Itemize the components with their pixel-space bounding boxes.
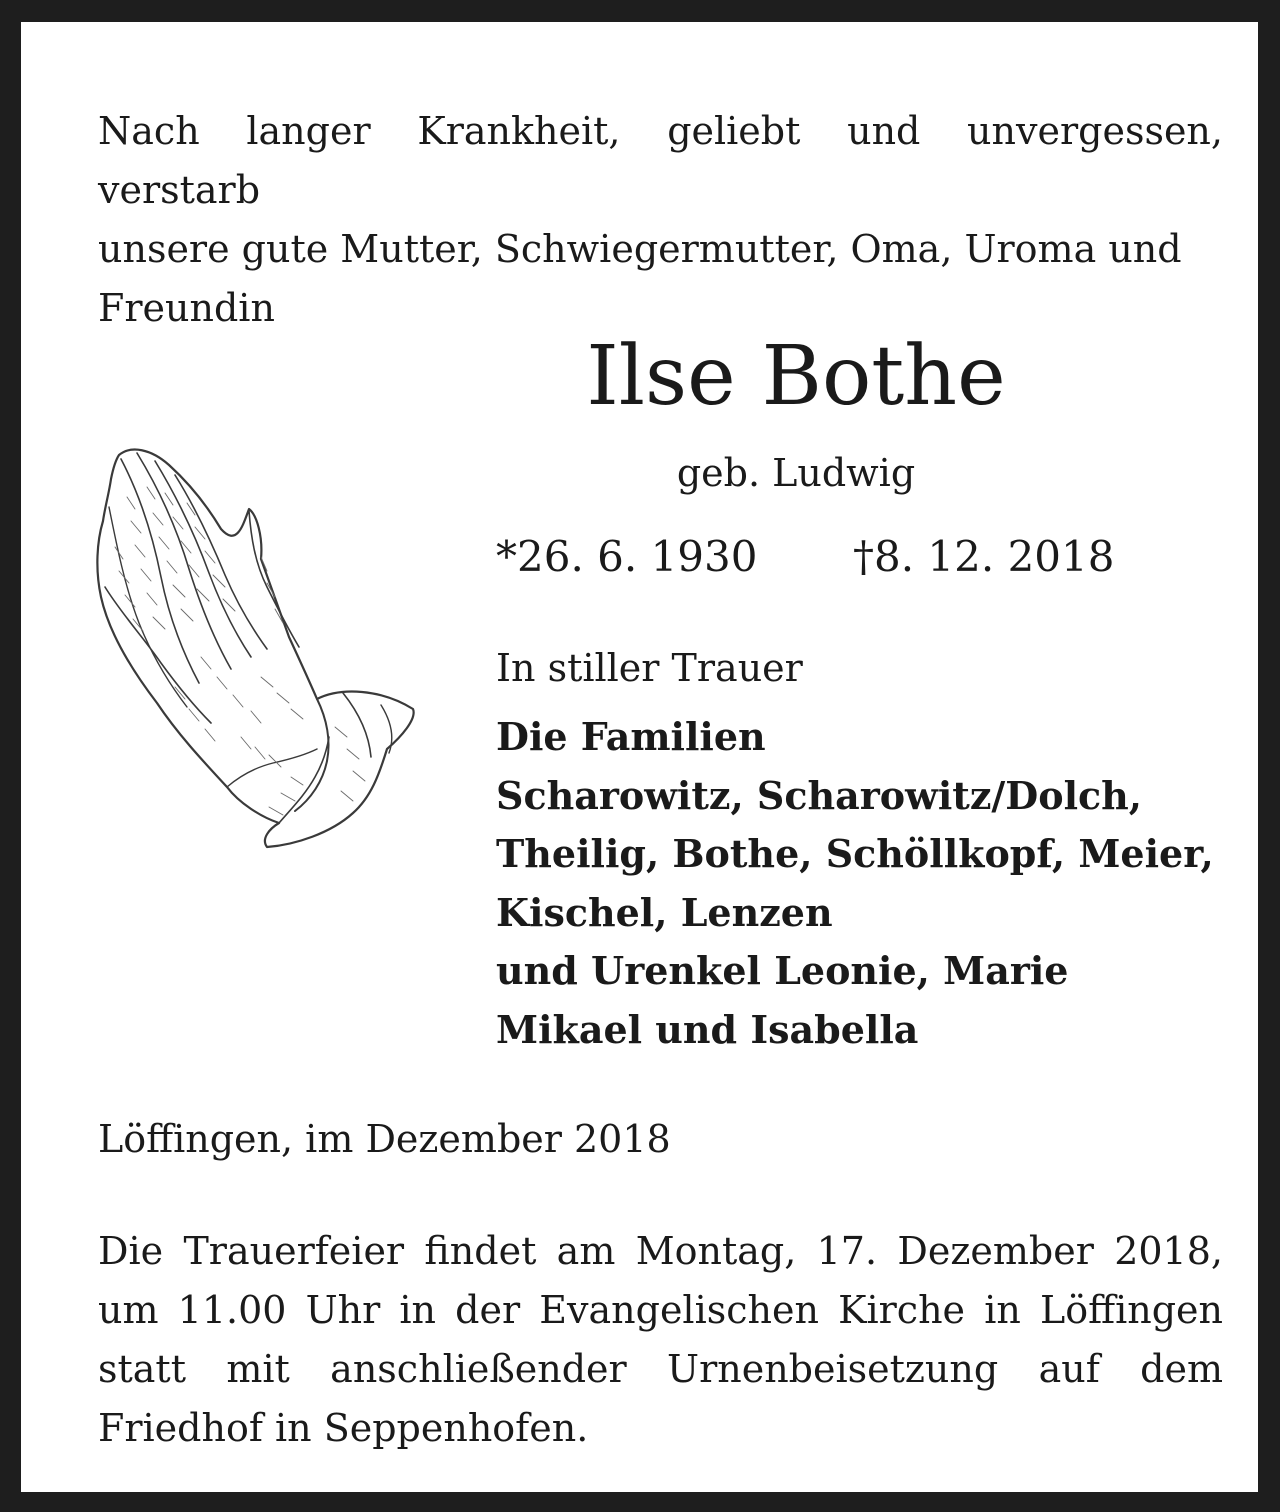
mourning-intro: In stiller Trauer xyxy=(496,646,803,690)
intro-line: Nach langer Krankheit, geliebt und unvergessen, verstarb xyxy=(98,109,1223,212)
mourner-line: Kischel, Lenzen xyxy=(496,889,833,935)
mourner-line: Scharowitz, Scharowitz/Dolch, xyxy=(496,772,1143,818)
mourner-line: Mikael und Isabella xyxy=(496,1006,919,1052)
place-date: Löffingen, im Dezember 2018 xyxy=(98,1117,671,1161)
ceremony-line: statt mit anschließender Urnenbeisetzung auf dem xyxy=(98,1347,1223,1391)
praying-hands-icon xyxy=(91,437,431,857)
mourner-line: und Urenkel Leonie, Marie xyxy=(496,948,1069,993)
ceremony-line: Friedhof in Seppenhofen. xyxy=(98,1406,589,1450)
ceremony-line: um 11.00 Uhr in der Evangelischen Kirche in Löffingen xyxy=(98,1288,1223,1332)
intro-line: unsere gute Mutter, Schwiegermutter, Oma, Uroma und xyxy=(98,227,1182,271)
maiden-name: geb. Ludwig xyxy=(676,451,916,495)
mourners-list xyxy=(496,708,1236,1059)
ceremony-line: Die Trauerfeier findet am Montag, 17. Dezember 2018, xyxy=(98,1229,1223,1273)
death-date: †8. 12. 2018 xyxy=(853,532,1115,581)
ceremony-text xyxy=(98,1222,1223,1458)
deceased-name: Ilse Bothe xyxy=(586,329,1006,424)
intro-text xyxy=(98,102,1223,338)
intro-line: Freundin xyxy=(98,286,275,330)
mourner-line: Die Familien xyxy=(496,714,766,759)
birth-date: *26. 6. 1930 xyxy=(496,532,758,581)
mourner-line: Theilig, Bothe, Schöllkopf, Meier, xyxy=(496,831,1214,876)
